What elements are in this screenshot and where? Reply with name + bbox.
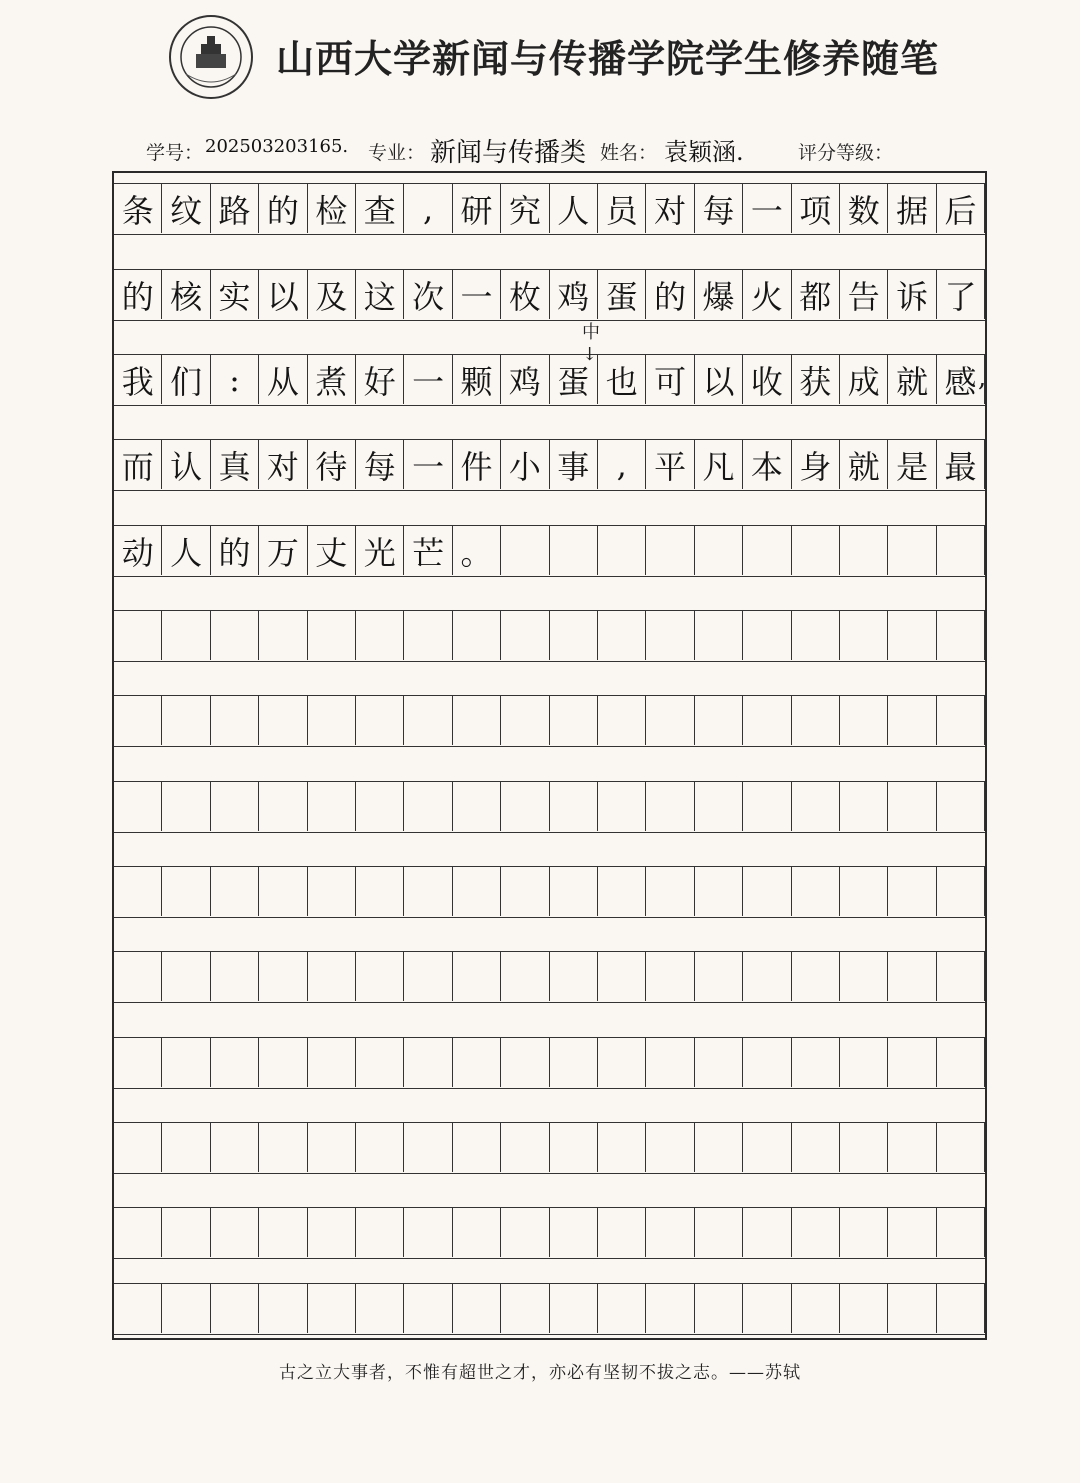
grid-cell: 检	[308, 184, 356, 233]
grid-cell	[259, 1038, 307, 1087]
grid-cell	[743, 867, 791, 916]
grid-cell	[888, 867, 936, 916]
grid-cell: 好	[356, 355, 404, 404]
grid-cell	[259, 1284, 307, 1333]
grid-cell	[114, 696, 162, 745]
grid-cell	[792, 1284, 840, 1333]
grid-cell	[695, 1208, 743, 1257]
grid-cell	[888, 696, 936, 745]
grid-cell	[308, 1038, 356, 1087]
grid-cell: 以	[259, 270, 307, 319]
grid-cell	[259, 952, 307, 1001]
grid-cell	[743, 611, 791, 660]
grid-cell	[840, 1284, 888, 1333]
grid-cell: 鸡	[550, 270, 598, 319]
grid-cell: 了	[937, 270, 985, 319]
grid-row	[114, 439, 985, 491]
grid-cell	[453, 952, 501, 1001]
grid-cell: 一	[404, 440, 452, 489]
grid-cell: 鸡	[501, 355, 549, 404]
grid-cell: 究	[501, 184, 549, 233]
grid-cell: 们	[162, 355, 210, 404]
grid-row	[114, 951, 985, 1003]
grid-cell	[259, 1208, 307, 1257]
grid-cell	[743, 526, 791, 575]
grid-cell	[937, 611, 985, 660]
grid-cell: 也	[598, 355, 646, 404]
grid-row	[114, 866, 985, 918]
grid-cell	[792, 1038, 840, 1087]
grid-cell: 收	[743, 355, 791, 404]
grid-cell	[598, 1038, 646, 1087]
grid-cell: 后	[937, 184, 985, 233]
insertion-mark	[582, 318, 600, 365]
grid-cell: 我	[114, 355, 162, 404]
grid-cell: 的	[259, 184, 307, 233]
grid-cell: 凡	[695, 440, 743, 489]
grid-cell: 万	[259, 526, 307, 575]
grid-cell: ,	[404, 184, 452, 233]
page-header	[0, 0, 1080, 110]
grid-cell: 成	[840, 355, 888, 404]
grid-cell: 每	[356, 440, 404, 489]
grid-cell	[840, 526, 888, 575]
grid-cell: 身	[792, 440, 840, 489]
grid-cell	[453, 867, 501, 916]
grid-cell	[162, 782, 210, 831]
essay-grid-sheet	[112, 171, 987, 1340]
grid-cell: 诉	[888, 270, 936, 319]
grid-cell: 事	[550, 440, 598, 489]
grid-cell	[162, 952, 210, 1001]
grid-cell	[308, 696, 356, 745]
grid-row	[114, 1207, 985, 1259]
grid-cell	[695, 1123, 743, 1172]
grid-cell	[308, 1284, 356, 1333]
major-label: 专业：	[368, 142, 426, 164]
grid-cell	[695, 952, 743, 1001]
grid-cell	[792, 952, 840, 1001]
grid-cell: 爆	[695, 270, 743, 319]
grid-cell: 枚	[501, 270, 549, 319]
grid-cell	[211, 867, 259, 916]
grid-cell	[792, 782, 840, 831]
grid-cell: 一	[743, 184, 791, 233]
grid-cell	[695, 696, 743, 745]
grid-cell: 数	[840, 184, 888, 233]
grid-cell: 感	[937, 355, 985, 404]
grid-cell	[743, 696, 791, 745]
grid-cell	[646, 696, 694, 745]
grid-cell: 颗	[453, 355, 501, 404]
grid-cell	[259, 611, 307, 660]
grid-cell	[888, 1123, 936, 1172]
grid-cell	[598, 952, 646, 1001]
grid-cell	[162, 867, 210, 916]
grid-cell	[259, 696, 307, 745]
grid-cell	[308, 782, 356, 831]
grid-row	[114, 1283, 985, 1335]
page-title: 山西大学新闻与传播学院学生修养随笔	[276, 36, 940, 81]
grid-cell	[501, 526, 549, 575]
grid-cell	[646, 526, 694, 575]
grid-cell	[162, 1284, 210, 1333]
grid-cell	[162, 1038, 210, 1087]
grade-label: 评分等级：	[798, 142, 894, 164]
grid-cell	[743, 1284, 791, 1333]
grid-cell: 从	[259, 355, 307, 404]
grid-cell	[162, 611, 210, 660]
grid-cell	[840, 867, 888, 916]
grid-cell	[840, 1123, 888, 1172]
grid-cell	[937, 952, 985, 1001]
grid-cell: ,	[598, 440, 646, 489]
grid-cell	[356, 867, 404, 916]
grid-cell	[550, 696, 598, 745]
grid-cell	[453, 611, 501, 660]
grid-cell: 实	[211, 270, 259, 319]
student-id-value: 202503203165.	[205, 136, 349, 157]
grid-cell: 最	[937, 440, 985, 489]
grid-cell	[937, 867, 985, 916]
grid-cell	[211, 952, 259, 1001]
grid-cell	[356, 782, 404, 831]
grid-cell	[259, 782, 307, 831]
grid-cell: 获	[792, 355, 840, 404]
grid-cell: 人	[550, 184, 598, 233]
grid-cell	[598, 1123, 646, 1172]
grid-cell	[888, 526, 936, 575]
grid-cell	[308, 1123, 356, 1172]
grid-cell	[937, 696, 985, 745]
grid-cell	[356, 1123, 404, 1172]
grid-cell	[211, 1284, 259, 1333]
grid-cell	[840, 1038, 888, 1087]
grid-cell: 查	[356, 184, 404, 233]
grid-row	[114, 269, 985, 321]
grid-cell	[646, 1123, 694, 1172]
grid-cell	[114, 1284, 162, 1333]
grid-cell: 真	[211, 440, 259, 489]
grid-cell	[453, 1123, 501, 1172]
grid-cell	[404, 611, 452, 660]
grid-cell	[646, 1208, 694, 1257]
grid-cell	[743, 1038, 791, 1087]
grid-cell: 就	[888, 355, 936, 404]
grid-row	[114, 1037, 985, 1089]
grid-cell	[404, 1284, 452, 1333]
grid-cell	[598, 1208, 646, 1257]
grid-cell	[404, 952, 452, 1001]
grid-cell	[114, 952, 162, 1001]
grid-cell	[550, 782, 598, 831]
grid-cell	[308, 952, 356, 1001]
grid-cell: 光	[356, 526, 404, 575]
grid-cell	[792, 1123, 840, 1172]
grid-cell	[792, 696, 840, 745]
grid-cell	[598, 611, 646, 660]
student-info-bar	[0, 132, 1080, 168]
grid-row	[114, 354, 985, 406]
grid-cell: 蛋	[550, 355, 598, 404]
grid-cell	[114, 1123, 162, 1172]
grid-cell	[404, 1208, 452, 1257]
name-label: 姓名：	[600, 142, 658, 164]
grid-cell	[356, 1038, 404, 1087]
grid-cell	[162, 1123, 210, 1172]
grid-cell	[646, 867, 694, 916]
grid-cell	[356, 952, 404, 1001]
student-id-label: 学号：	[146, 142, 204, 164]
grid-cell: 告	[840, 270, 888, 319]
grid-cell: 项	[792, 184, 840, 233]
grid-cell: 据	[888, 184, 936, 233]
grid-cell	[550, 1038, 598, 1087]
grid-cell	[646, 1284, 694, 1333]
grid-cell	[308, 1208, 356, 1257]
grid-cell	[501, 1284, 549, 1333]
overflow-punctuation: ,	[978, 363, 987, 393]
grid-cell	[114, 1038, 162, 1087]
grid-cell	[743, 1123, 791, 1172]
grid-cell	[695, 1284, 743, 1333]
grid-cell	[937, 1123, 985, 1172]
insert-arrow-icon: ↓	[582, 344, 598, 365]
grid-cell	[695, 782, 743, 831]
university-seal-icon	[168, 14, 254, 100]
grid-cell: 以	[695, 355, 743, 404]
grid-cell	[550, 952, 598, 1001]
grid-cell	[114, 782, 162, 831]
grid-cell	[259, 867, 307, 916]
grid-cell	[162, 696, 210, 745]
grid-cell: 的	[211, 526, 259, 575]
grid-cell	[501, 867, 549, 916]
grid-cell	[501, 611, 549, 660]
grid-cell	[646, 611, 694, 660]
grid-cell	[404, 696, 452, 745]
grid-cell	[792, 867, 840, 916]
grid-cell	[840, 696, 888, 745]
grid-row	[114, 1122, 985, 1174]
grid-cell: 次	[404, 270, 452, 319]
grid-cell	[840, 952, 888, 1001]
grid-cell	[888, 1284, 936, 1333]
grid-cell: 可	[646, 355, 694, 404]
grid-row	[114, 781, 985, 833]
grid-cell	[114, 1208, 162, 1257]
grid-cell: 而	[114, 440, 162, 489]
grid-cell	[501, 1038, 549, 1087]
grid-cell	[840, 611, 888, 660]
grid-cell	[695, 611, 743, 660]
grid-cell: 这	[356, 270, 404, 319]
grid-cell: 研	[453, 184, 501, 233]
grid-cell	[114, 867, 162, 916]
grid-cell	[937, 1284, 985, 1333]
grid-cell	[695, 1038, 743, 1087]
grid-cell	[937, 526, 985, 575]
grid-cell	[114, 611, 162, 660]
grid-cell: 平	[646, 440, 694, 489]
grid-cell	[598, 526, 646, 575]
grid-cell: 及	[308, 270, 356, 319]
grid-cell: 都	[792, 270, 840, 319]
grid-cell: 蛋	[598, 270, 646, 319]
grid-cell: 芒	[404, 526, 452, 575]
grid-cell: 丈	[308, 526, 356, 575]
grid-cell	[598, 867, 646, 916]
grid-cell	[840, 1208, 888, 1257]
grid-cell: 待	[308, 440, 356, 489]
grid-cell	[501, 782, 549, 831]
grid-cell: 认	[162, 440, 210, 489]
grid-cell	[404, 782, 452, 831]
grid-cell: 煮	[308, 355, 356, 404]
grid-cell	[501, 1123, 549, 1172]
grid-row	[114, 610, 985, 662]
grid-cell	[646, 782, 694, 831]
grid-cell	[550, 1208, 598, 1257]
grid-cell	[937, 782, 985, 831]
insert-mark-text: 中	[582, 322, 600, 343]
grid-cell	[162, 1208, 210, 1257]
grid-cell	[598, 782, 646, 831]
grid-cell	[211, 696, 259, 745]
grid-cell	[453, 782, 501, 831]
grid-cell	[598, 1284, 646, 1333]
grid-cell	[550, 867, 598, 916]
grid-cell: 纹	[162, 184, 210, 233]
grid-row	[114, 525, 985, 577]
grid-row	[114, 695, 985, 747]
grid-cell: 对	[646, 184, 694, 233]
grid-cell	[211, 1208, 259, 1257]
grid-cell	[211, 611, 259, 660]
grid-cell	[404, 1123, 452, 1172]
grid-cell	[308, 867, 356, 916]
grid-cell: 一	[404, 355, 452, 404]
grid-cell	[501, 1208, 549, 1257]
grid-cell	[453, 1038, 501, 1087]
grid-cell: 一	[453, 270, 501, 319]
grid-cell	[695, 526, 743, 575]
grid-cell: 火	[743, 270, 791, 319]
footer-quote: 古之立大事者，不惟有超世之才，亦必有坚韧不拔之志。——苏轼	[279, 1363, 801, 1383]
grid-cell	[453, 696, 501, 745]
grid-cell	[888, 1038, 936, 1087]
grid-cell	[646, 1038, 694, 1087]
grid-cell	[453, 1208, 501, 1257]
grid-cell	[259, 1123, 307, 1172]
grid-cell: 的	[646, 270, 694, 319]
grid-cell: 本	[743, 440, 791, 489]
grid-cell	[550, 611, 598, 660]
grid-cell: 每	[695, 184, 743, 233]
grid-cell: 人	[162, 526, 210, 575]
grid-cell	[501, 952, 549, 1001]
grid-cell	[888, 782, 936, 831]
grid-cell	[888, 1208, 936, 1257]
grid-cell	[743, 1208, 791, 1257]
grid-cell	[211, 782, 259, 831]
grid-cell: 员	[598, 184, 646, 233]
grid-cell	[743, 782, 791, 831]
grid-cell	[356, 611, 404, 660]
grid-cell: 件	[453, 440, 501, 489]
grid-cell: 核	[162, 270, 210, 319]
grid-cell	[743, 952, 791, 1001]
grid-cell	[598, 696, 646, 745]
grid-cell	[550, 1123, 598, 1172]
grid-cell: 路	[211, 184, 259, 233]
grid-cell	[840, 782, 888, 831]
grid-cell: 就	[840, 440, 888, 489]
grid-cell	[695, 867, 743, 916]
grid-cell	[211, 1038, 259, 1087]
grid-row	[114, 183, 985, 235]
grid-cell	[453, 1284, 501, 1333]
grid-cell	[501, 696, 549, 745]
grid-cell: 动	[114, 526, 162, 575]
grid-cell	[888, 952, 936, 1001]
name-value: 袁颖涵.	[664, 138, 744, 166]
grid-cell	[937, 1208, 985, 1257]
grid-cell	[550, 526, 598, 575]
grid-cell	[550, 1284, 598, 1333]
grid-cell	[308, 611, 356, 660]
grid-cell: 是	[888, 440, 936, 489]
grid-cell	[792, 526, 840, 575]
grid-cell	[937, 1038, 985, 1087]
grid-cell	[356, 696, 404, 745]
major-value: 新闻与传播类	[430, 138, 587, 168]
grid-cell: 小	[501, 440, 549, 489]
grid-cell: 的	[114, 270, 162, 319]
grid-cell	[356, 1284, 404, 1333]
grid-cell	[646, 952, 694, 1001]
grid-cell	[792, 611, 840, 660]
grid-cell	[792, 1208, 840, 1257]
grid-cell: 对	[259, 440, 307, 489]
grid-cell: :	[211, 355, 259, 404]
grid-cell	[888, 611, 936, 660]
grid-cell: 条	[114, 184, 162, 233]
grid-cell	[404, 1038, 452, 1087]
grid-cell: 。	[453, 526, 501, 575]
grid-cell	[404, 867, 452, 916]
grid-cell	[356, 1208, 404, 1257]
grid-cell	[211, 1123, 259, 1172]
